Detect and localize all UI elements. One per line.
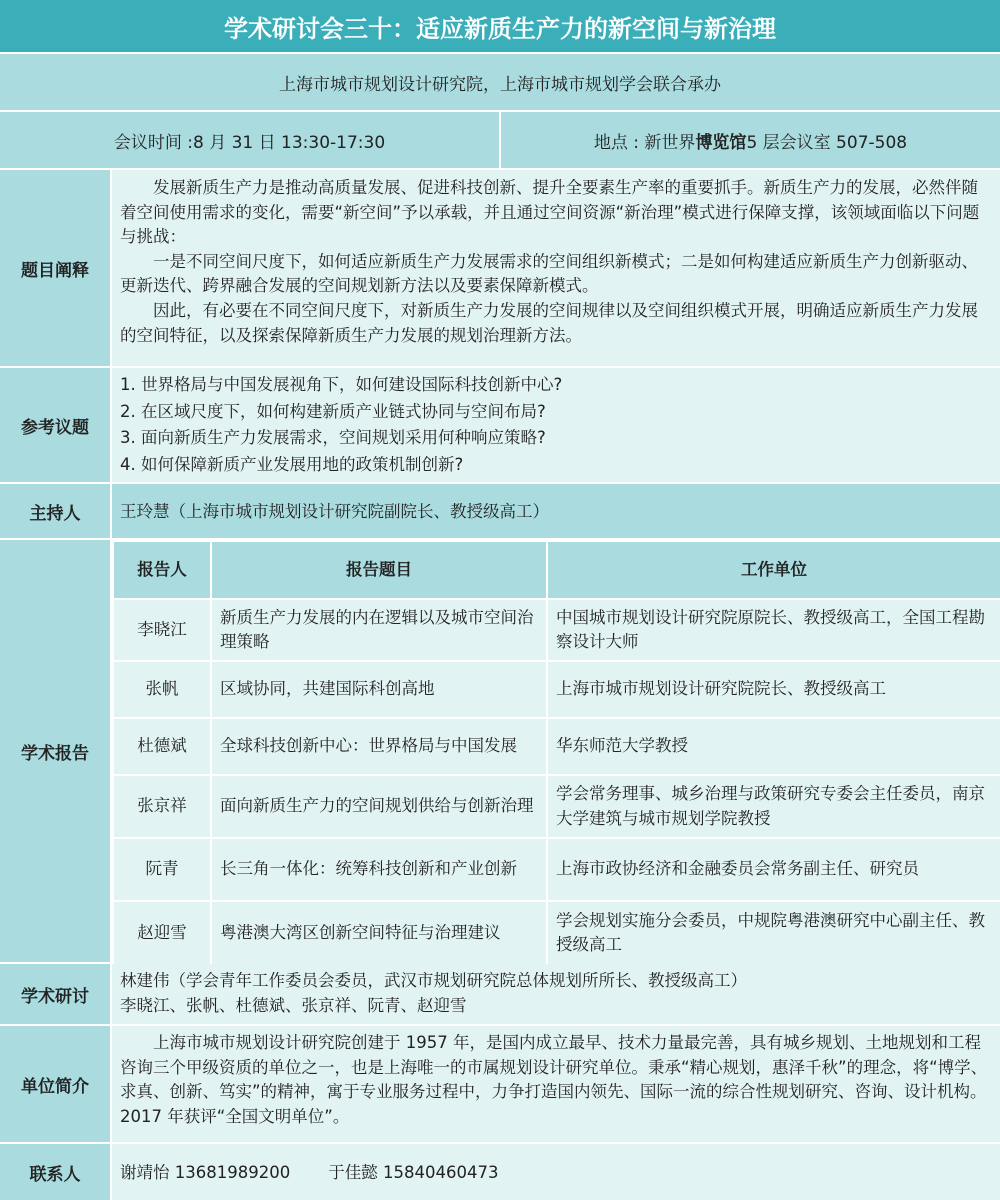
discussion-line: 李晓江、张帆、杜德斌、张京祥、阮青、赵迎雪 (120, 996, 467, 1015)
meeting-time (0, 112, 499, 168)
explanation-paragraph: 发展新质生产力是推动高质量发展、促进科技创新、提升全要素生产率的重要抓手。新质生产力的发展，必然伴随着空间使用需求的变化，需要“新空间”予以承载，并且通过空间资源“新治理”模式进行保障支撑，该领域面临以下问题与挑战： (120, 178, 980, 247)
report-title: 全球科技创新中心：世界格局与中国发展 (211, 718, 547, 775)
contact-person-1: 谢靖怡 13681989200 (120, 1162, 291, 1182)
location-prefix: 地点 : 新世界 (593, 132, 696, 153)
report-title: 粤港澳大湾区创新空间特征与治理建议 (211, 901, 547, 965)
page-title: 学术研讨会三十：适应新质生产力的新空间与新治理 (0, 0, 1000, 54)
reports-header-row (113, 541, 1000, 599)
table-row (113, 599, 1000, 661)
header-unit: 工作单位 (547, 541, 1000, 599)
speaker-name: 张帆 (113, 661, 211, 718)
contact-line (120, 1161, 992, 1186)
speaker-name: 李晓江 (113, 599, 211, 661)
speaker-unit: 学会规划实施分会委员，中规院粤港澳研究中心副主任、教授级高工 (547, 901, 1000, 965)
report-title: 长三角一体化：统筹科技创新和产业创新 (211, 838, 547, 901)
meeting-info-row (0, 112, 1000, 170)
contact-row (0, 1144, 1000, 1200)
meeting-time-text: 会议时间 :8 月 31 日 13:30-17:30 (113, 132, 386, 153)
speaker-unit: 上海市政协经济和金融委员会常务副主任、研究员 (547, 838, 1000, 901)
topics-label: 参考议题 (0, 368, 110, 482)
topic-item: 1. 世界格局与中国发展视角下，如何建设国际科技创新中心? (120, 375, 563, 394)
topics-content (112, 368, 1000, 482)
reports-row (0, 540, 1000, 964)
table-row (113, 775, 1000, 838)
organizer-row (0, 54, 1000, 112)
intro-label: 单位简介 (0, 1026, 110, 1142)
discussion-content (112, 964, 1000, 1024)
speaker-name: 赵迎雪 (113, 901, 211, 965)
header-report-title: 报告题目 (211, 541, 547, 599)
report-title: 区域协同，共建国际科创高地 (211, 661, 547, 718)
topic-item: 2. 在区域尺度下，如何构建新质产业链式协同与空间布局? (120, 401, 546, 421)
speaker-name: 张京祥 (113, 775, 211, 838)
host-label: 主持人 (0, 484, 110, 538)
host-value: 王玲慧（上海市城市规划设计研究院副院长、教授级高工） (120, 501, 549, 521)
table-row (113, 718, 1000, 775)
reports-table (112, 540, 1000, 966)
topic-item: 3. 面向新质生产力发展需求，空间规划采用何种响应策略? (120, 428, 546, 447)
explanation-paragraph: 因此，有必要在不同空间尺度下，对新质生产力发展的空间规律以及空间组织模式开展，明确适应新质生产力发展的空间特征，以及探索保障新质生产力发展的规划治理新方法。 (120, 300, 978, 345)
report-title: 面向新质生产力的空间规划供给与创新治理 (211, 775, 547, 838)
organizer-text: 上海市城市规划设计研究院，上海市城市规划学会联合承办 (279, 74, 721, 95)
speaker-name: 杜德斌 (113, 718, 211, 775)
reports-label: 学术报告 (0, 540, 110, 964)
discussion-label: 学术研讨 (0, 964, 110, 1024)
intro-content (112, 1026, 1000, 1142)
explanation-row (0, 170, 1000, 368)
table-row (113, 901, 1000, 965)
location-suffix: 5 层会议室 507-508 (746, 132, 908, 153)
intro-text: 上海市城市规划设计研究院创建于 1957 年，是国内成立最早、技术力量最完善，具有城乡规划、土地规划和工程咨询三个甲级资质的单位之一，也是上海唯一的市属规划设计研究单位。秉承“精心规划，惠泽千秋”的理念，将“博学、求真、创新、笃实”的精神，寓于专业服务过程中，力争打造国内领先、国际一流的综合性规划研究、咨询、设计机构。2017 年获评“全国文明单位”。 (120, 1033, 988, 1126)
table-row (113, 838, 1000, 901)
meeting-location (499, 112, 1000, 168)
host-content (112, 484, 1000, 538)
header-speaker: 报告人 (113, 541, 211, 599)
contact-person-2: 于佳懿 15840460473 (328, 1162, 499, 1182)
discussion-line: 林建伟（学会青年工作委员会委员，武汉市规划研究院总体规划所所长、教授级高工） (120, 971, 747, 991)
speaker-name: 阮青 (113, 838, 211, 901)
report-title: 新质生产力发展的内在逻辑以及城市空间治理策略 (211, 599, 547, 661)
speaker-unit: 上海市城市规划设计研究院院长、教授级高工 (547, 661, 1000, 718)
intro-row (0, 1026, 1000, 1144)
speaker-unit: 中国城市规划设计研究院原院长、教授级高工，全国工程勘察设计大师 (547, 599, 1000, 661)
explanation-label: 题目阐释 (0, 170, 110, 366)
table-row (113, 661, 1000, 718)
host-row (0, 484, 1000, 540)
topic-item: 4. 如何保障新质产业发展用地的政策机制创新? (120, 454, 464, 474)
speaker-unit: 华东师范大学教授 (547, 718, 1000, 775)
contact-content (112, 1144, 1000, 1200)
contact-label: 联系人 (0, 1144, 110, 1200)
explanation-paragraph: 一是不同空间尺度下，如何适应新质生产力发展需求的空间组织新模式；二是如何构建适应新质生产力创新驱动、更新迭代、跨界融合发展的空间规划新方法以及要素保障新模式。 (120, 251, 978, 296)
speaker-unit: 学会常务理事、城乡治理与政策研究专委会主任委员，南京大学建筑与城市规划学院教授 (547, 775, 1000, 838)
discussion-row (0, 964, 1000, 1026)
topics-row (0, 368, 1000, 484)
location-venue: 博览馆 (695, 132, 747, 153)
explanation-content (112, 170, 1000, 366)
